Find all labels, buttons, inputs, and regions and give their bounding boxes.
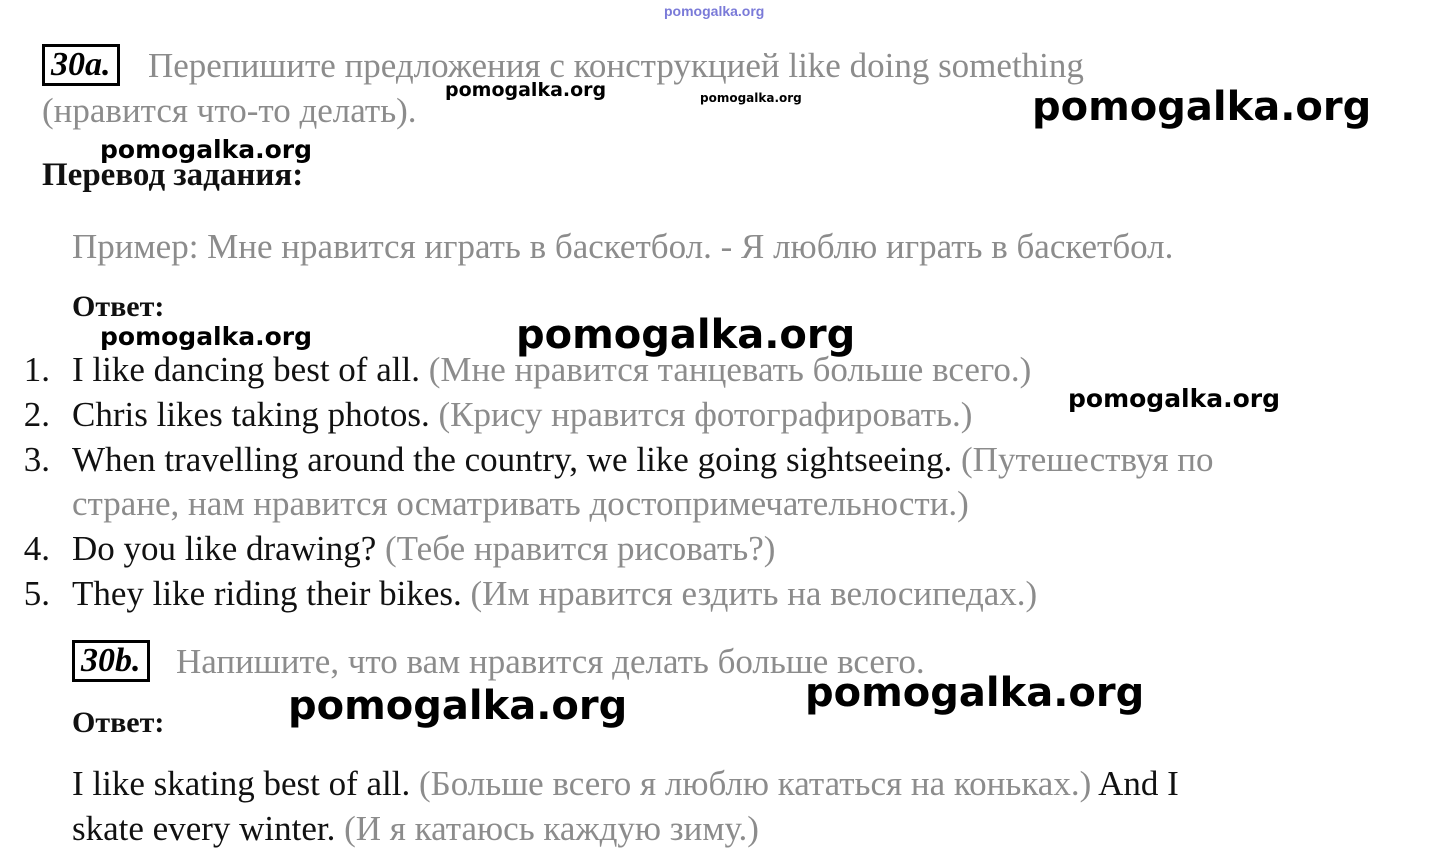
- watermark: pomogalka.org: [288, 683, 628, 729]
- watermark: pomogalka.org: [805, 670, 1145, 716]
- task-30b-answer-line2: [72, 807, 759, 851]
- answer-item-1: [72, 348, 1031, 392]
- answer-item-2: [72, 393, 972, 437]
- answer-item-5: [72, 572, 1037, 616]
- task-30a-instruction-line1: Перепишите предложения с конструкцией like doing something: [148, 46, 1084, 85]
- answer-en: And I: [1098, 764, 1179, 803]
- answer-en: skate every winter.: [72, 809, 336, 848]
- example-text: Пример: Мне нравится играть в баскетбол. - Я люблю играть в баскетбол.: [72, 227, 1174, 266]
- watermark-top: pomogalka.org: [664, 3, 765, 19]
- answer-ru: (Больше всего я люблю кататься на коньках.): [419, 764, 1092, 803]
- answer-heading-b: Ответ:: [72, 706, 165, 739]
- watermark: pomogalka.org: [100, 322, 313, 351]
- answer-en: I like skating best of all.: [72, 764, 411, 803]
- watermark: pomogalka.org: [1032, 84, 1372, 130]
- watermark: pomogalka.org: [100, 135, 313, 164]
- answer-number: 2.: [23, 395, 50, 434]
- answer-item-3-line2: стране, нам нравится осматривать достопримечательности.): [72, 484, 969, 523]
- answer-en: They like riding their bikes.: [72, 574, 462, 613]
- answer-number: 3.: [23, 440, 50, 479]
- watermark: pomogalka.org: [445, 79, 607, 101]
- answer-ru: (Им нравится ездить на велосипедах.): [470, 574, 1038, 613]
- answer-ru: (Тебе нравится рисовать?): [384, 529, 776, 568]
- translation-heading: Перевод задания:: [42, 157, 304, 193]
- answer-heading-a: Ответ:: [72, 290, 165, 323]
- task-30b-instruction: Напишите, что вам нравится делать больше всего.: [176, 642, 925, 681]
- task-30a-label: 30a.: [42, 44, 120, 86]
- answer-ru: (Крису нравится фотографировать.): [438, 395, 973, 434]
- answer-number: 4.: [23, 529, 50, 568]
- answer-en: Chris likes taking photos.: [72, 395, 430, 434]
- answer-en: I like dancing best of all.: [72, 350, 420, 389]
- answer-en: When travelling around the country, we like going sightseeing.: [72, 440, 953, 479]
- answer-en: Do you like drawing?: [72, 529, 377, 568]
- answer-ru: (Мне нравится танцевать больше всего.): [428, 350, 1032, 389]
- task-30b-answer-line1: [72, 762, 1179, 806]
- answer-number: 5.: [23, 574, 50, 613]
- answer-number: 1.: [23, 350, 50, 389]
- answer-ru: (Путешествуя по: [961, 440, 1214, 479]
- watermark: pomogalka.org: [700, 91, 802, 105]
- answer-ru: (И я катаюсь каждую зиму.): [344, 809, 759, 848]
- task-30b-label: 30b.: [72, 640, 150, 682]
- watermark: pomogalka.org: [1068, 384, 1281, 413]
- answer-item-4: [72, 527, 775, 571]
- watermark: pomogalka.org: [516, 312, 856, 358]
- answer-item-3: [72, 438, 1214, 482]
- task-30a-instruction-line2: (нравится что-то делать).: [42, 91, 417, 130]
